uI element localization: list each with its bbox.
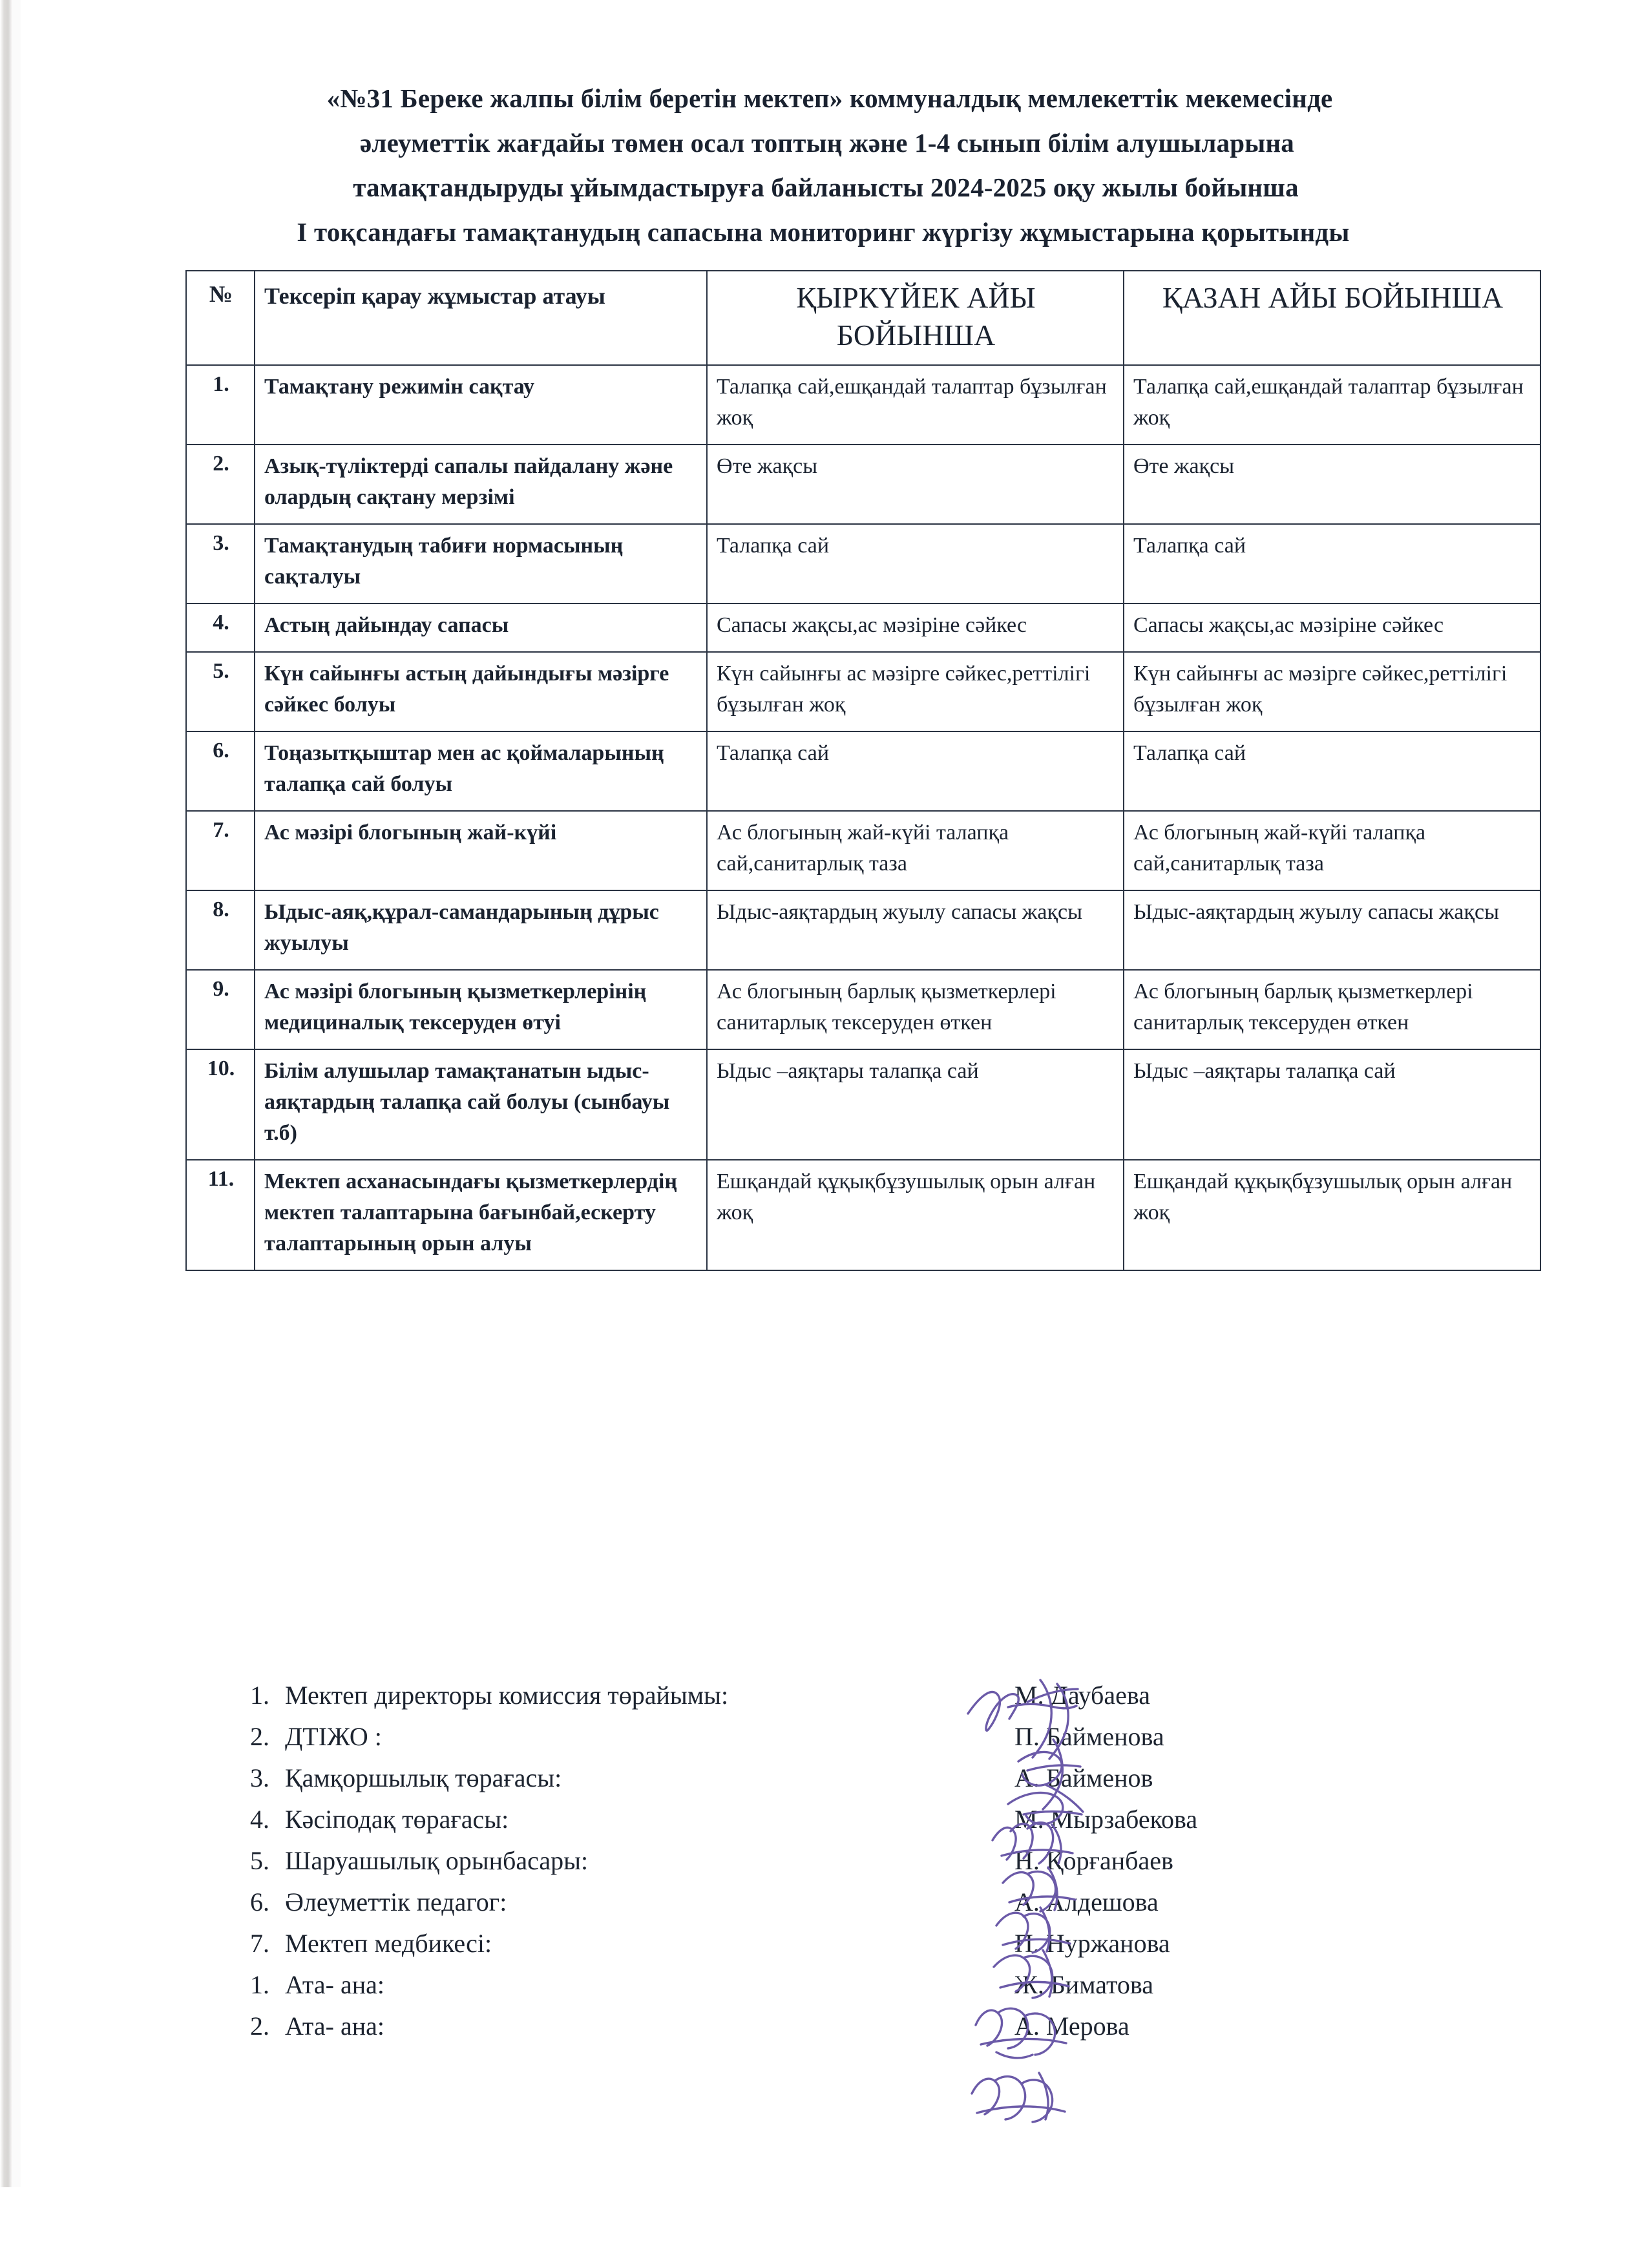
signatory-name: Ж. Биматова bbox=[1014, 1970, 1154, 1999]
row-september-value: Ас блогының жай-күйі талапқа сай,санитарлық таза bbox=[707, 811, 1124, 890]
signatory-row bbox=[229, 1844, 1425, 1879]
signatory-index: 2. bbox=[250, 1722, 269, 1751]
table-row bbox=[186, 970, 1540, 1049]
row-number: 8. bbox=[186, 890, 255, 970]
signatory-row bbox=[229, 1968, 1425, 2003]
signatory-row bbox=[229, 2010, 1425, 2044]
column-header-number: № bbox=[186, 271, 255, 365]
row-number: 5. bbox=[186, 652, 255, 731]
signatory-role: Ата- ана: bbox=[285, 1970, 384, 1999]
row-october-value: Талапқа сай bbox=[1124, 731, 1540, 811]
signatory-role: Шаруашылық орынбасары: bbox=[285, 1846, 589, 1875]
signatory-role: Мектеп медбикесі: bbox=[285, 1929, 492, 1958]
signatory-index: 3. bbox=[250, 1763, 269, 1792]
signatory-index: 1. bbox=[250, 1681, 269, 1710]
row-number: 4. bbox=[186, 604, 255, 652]
row-number: 2. bbox=[186, 445, 255, 524]
column-header-september: ҚЫРКҮЙЕК АЙЫ БОЙЫНША bbox=[707, 271, 1124, 365]
row-task-name: Ыдыс-аяқ,құрал-самандарының дұрыс жуылуы bbox=[255, 890, 707, 970]
row-task-name: Ас мәзірі блогының қызметкерлерінің медициналық тексеруден өтуі bbox=[255, 970, 707, 1049]
row-october-value: Ас блогының барлық қызметкерлері санитарлық тексеруден өткен bbox=[1124, 970, 1540, 1049]
table-row bbox=[186, 811, 1540, 890]
table-header-row bbox=[186, 271, 1540, 365]
row-september-value: Ешқандай құқықбұзушылық орын алған жоқ bbox=[707, 1160, 1124, 1270]
row-task-name: Тоңазытқыштар мен ас қоймаларының талапқа сай болуы bbox=[255, 731, 707, 811]
signatory-row bbox=[229, 1885, 1425, 1920]
table-row bbox=[186, 604, 1540, 652]
row-number: 10. bbox=[186, 1049, 255, 1160]
row-task-name: Тамақтанудың табиғи нормасының сақталуы bbox=[255, 524, 707, 604]
row-number: 11. bbox=[186, 1160, 255, 1270]
row-september-value: Күн сайынғы ас мәзірге сәйкес,реттілігі бұзылған жоқ bbox=[707, 652, 1124, 731]
signatory-name: Н. Қорғанбаев bbox=[1014, 1846, 1173, 1875]
signatory-row bbox=[229, 1927, 1425, 1962]
row-september-value: Талапқа сай,ешқандай талаптар бұзылған жоқ bbox=[707, 365, 1124, 445]
signatory-role: Әлеуметтік педагог: bbox=[285, 1887, 507, 1916]
signatory-name: М. Даубаева bbox=[1014, 1681, 1151, 1710]
row-task-name: Мектеп асханасындағы қызметкерлердің мектеп талаптарына бағынбай,ескерту талаптарының орын алуы bbox=[255, 1160, 707, 1270]
signatory-index: 5. bbox=[250, 1846, 269, 1875]
signatory-name: М. Мырзабекова bbox=[1014, 1805, 1198, 1834]
row-task-name: Астың дайындау сапасы bbox=[255, 604, 707, 652]
row-task-name: Тамақтану режимін сақтау bbox=[255, 365, 707, 445]
page-title-line-1: «№31 Береке жалпы білім беретін мектеп» коммуналдық мемлекеттік мекемесінде bbox=[326, 83, 1333, 113]
row-october-value: Ыдыс –аяқтары талапқа сай bbox=[1124, 1049, 1540, 1160]
table-row bbox=[186, 890, 1540, 970]
signatory-row bbox=[229, 1761, 1425, 1796]
row-task-name: Білім алушылар тамақтанатын ыдыс-аяқтардың талапқа сай болуы (сынбауы т.б) bbox=[255, 1049, 707, 1160]
signatory-name: П. Нуржанова bbox=[1014, 1929, 1170, 1958]
signatory-name: А. Байменов bbox=[1014, 1763, 1153, 1792]
signatory-name: П. Байменова bbox=[1014, 1722, 1164, 1751]
signatory-index: 1. bbox=[250, 1970, 269, 1999]
row-september-value: Талапқа сай bbox=[707, 731, 1124, 811]
column-header-october: ҚАЗАН АЙЫ БОЙЫНША bbox=[1124, 271, 1540, 365]
table-row bbox=[186, 1160, 1540, 1270]
table-row bbox=[186, 524, 1540, 604]
signatory-role: Қамқоршылық төрағасы: bbox=[285, 1763, 562, 1792]
row-task-name: Ас мәзірі блогының жай-күйі bbox=[255, 811, 707, 890]
row-september-value: Талапқа сай bbox=[707, 524, 1124, 604]
table-row bbox=[186, 652, 1540, 731]
signatory-index: 7. bbox=[250, 1929, 269, 1958]
row-task-name: Азық-түліктерді сапалы пайдалану және олардың сақтану мерзімі bbox=[255, 445, 707, 524]
row-september-value: Өте жақсы bbox=[707, 445, 1124, 524]
row-october-value: Күн сайынғы ас мәзірге сәйкес,реттілігі бұзылған жоқ bbox=[1124, 652, 1540, 731]
monitoring-table bbox=[185, 270, 1541, 1271]
table-row bbox=[186, 445, 1540, 524]
signatory-role: Мектеп директоры комиссия төрайымы: bbox=[285, 1681, 729, 1710]
page-title-line-2: әлеуметтік жағдайы төмен осал топтың және 1-4 сынып білім алушыларына bbox=[360, 128, 1294, 158]
signatory-row bbox=[229, 1803, 1425, 1838]
row-september-value: Ас блогының барлық қызметкерлері санитарлық тексеруден өткен bbox=[707, 970, 1124, 1049]
row-september-value: Ыдыс –аяқтары талапқа сай bbox=[707, 1049, 1124, 1160]
signatory-role: ДТІЖО : bbox=[285, 1722, 382, 1751]
row-number: 1. bbox=[186, 365, 255, 445]
signatory-name: А. Алдешова bbox=[1014, 1887, 1159, 1916]
signatory-index: 6. bbox=[250, 1887, 269, 1916]
row-september-value: Сапасы жақсы,ас мәзіріне сәйкес bbox=[707, 604, 1124, 652]
table-row bbox=[186, 1049, 1540, 1160]
row-october-value: Талапқа сай,ешқандай талаптар бұзылған жоқ bbox=[1124, 365, 1540, 445]
row-number: 3. bbox=[186, 524, 255, 604]
signatory-row bbox=[229, 1720, 1425, 1755]
row-october-value: Сапасы жақсы,ас мәзіріне сәйкес bbox=[1124, 604, 1540, 652]
column-header-task-name: Тексеріп қарау жұмыстар атауы bbox=[255, 271, 707, 365]
signatory-role: Ата- ана: bbox=[285, 2011, 384, 2041]
row-number: 7. bbox=[186, 811, 255, 890]
row-number: 9. bbox=[186, 970, 255, 1049]
row-october-value: Ыдыс-аяқтардың жуылу сапасы жақсы bbox=[1124, 890, 1540, 970]
row-september-value: Ыдыс-аяқтардың жуылу сапасы жақсы bbox=[707, 890, 1124, 970]
page-title-line-4: I тоқсандағы тамақтанудың сапасына мониторинг жүргізу жұмыстарына қорытынды bbox=[297, 217, 1350, 247]
page-title-line-3: тамақтандыруды ұйымдастыруға байланысты 2024-2025 оқу жылы бойынша bbox=[353, 173, 1299, 202]
monitoring-table-container bbox=[185, 270, 1540, 1271]
page-title bbox=[194, 76, 1460, 255]
table-row bbox=[186, 365, 1540, 445]
row-number: 6. bbox=[186, 731, 255, 811]
row-october-value: Ас блогының жай-күйі талапқа сай,санитарлық таза bbox=[1124, 811, 1540, 890]
signatory-index: 2. bbox=[250, 2011, 269, 2041]
row-october-value: Талапқа сай bbox=[1124, 524, 1540, 604]
signatory-list bbox=[229, 1679, 1425, 2051]
row-task-name: Күн сайынғы астың дайындығы мәзірге сәйкес болуы bbox=[255, 652, 707, 731]
signatory-row bbox=[229, 1679, 1425, 1714]
signatory-index: 4. bbox=[250, 1805, 269, 1834]
signatory-name: А. Мерова bbox=[1014, 2011, 1129, 2041]
row-october-value: Өте жақсы bbox=[1124, 445, 1540, 524]
table-row bbox=[186, 731, 1540, 811]
row-october-value: Ешқандай құқықбұзушылық орын алған жоқ bbox=[1124, 1160, 1540, 1270]
signatory-role: Кәсіподақ төрағасы: bbox=[285, 1805, 509, 1834]
